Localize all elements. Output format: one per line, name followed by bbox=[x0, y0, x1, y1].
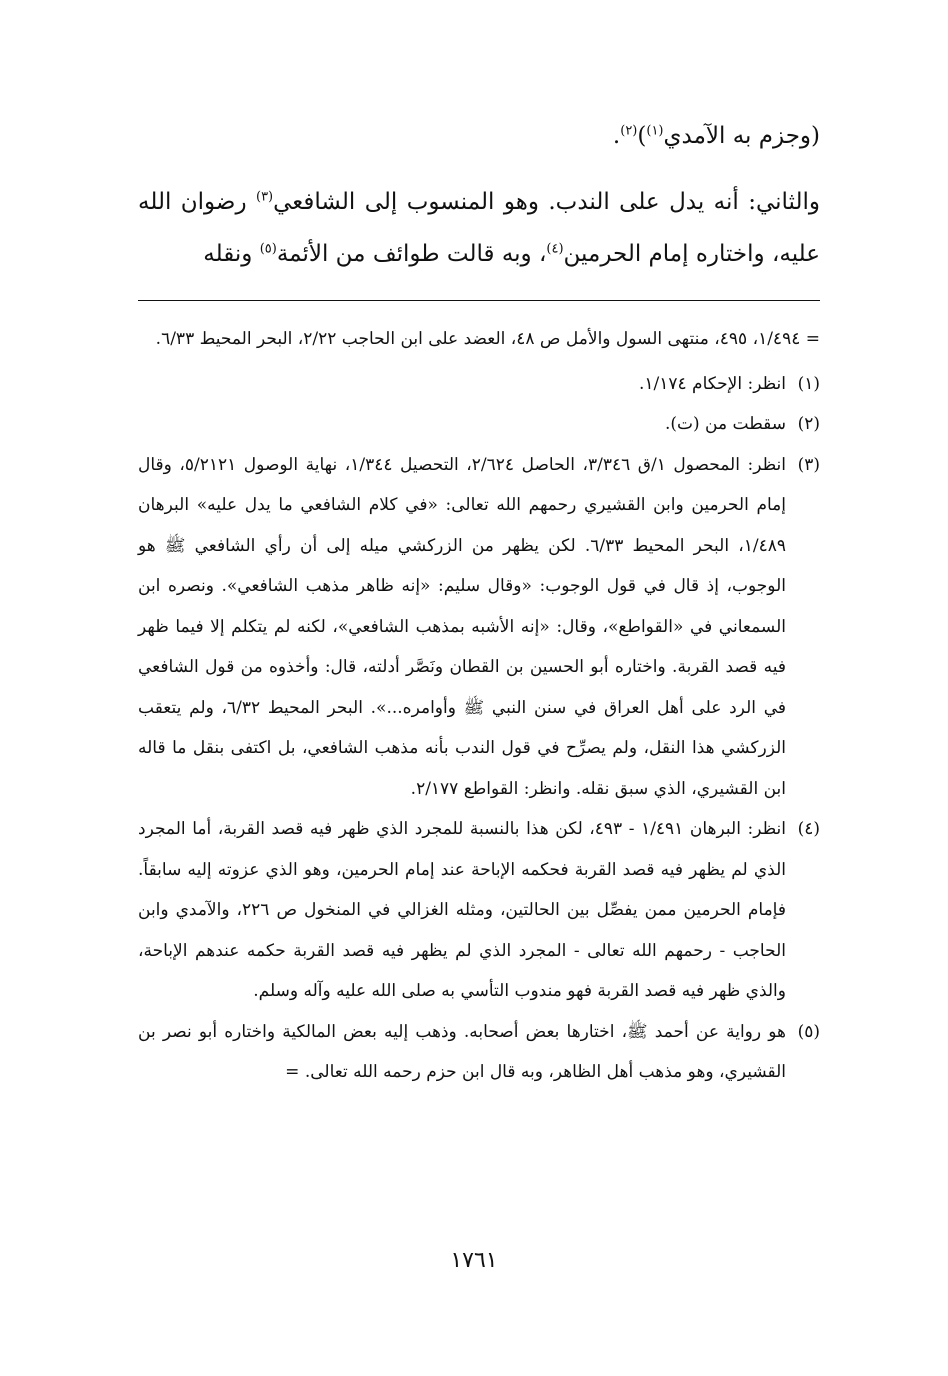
footnote-number: (١) bbox=[797, 373, 820, 394]
footnote-ref-3: (٣) bbox=[255, 189, 274, 205]
footnote-text: سقطت من (ت). bbox=[664, 414, 786, 434]
page-body bbox=[138, 110, 820, 1093]
footnote-text: هو رواية عن أحمد ﷺ، اختارها بعض أصحابه. وذهب إليه بعض المالكية واختاره أبو نصر بن القشيري، وهو مذهب أهل الظاهر، وبه قال ابن حزم رحمه الله تعالى. = bbox=[138, 1021, 786, 1082]
main-text-segment: (وجزم به الآمدي bbox=[663, 123, 820, 149]
footnote-1 bbox=[138, 364, 820, 405]
footnote-ref-2: (٢) bbox=[620, 123, 638, 139]
footnote-3 bbox=[138, 445, 820, 810]
footnote-5 bbox=[138, 1012, 820, 1093]
footnote-text: انظر: المحصول ١/ق ٣/٣٤٦، الحاصل ٢/٦٢٤، التحصيل ١/٣٤٤، نهاية الوصول ٥/٢١٢١، وقال إمام الحرمين وابن القشيري رحمهم الله تعالى: «في كلام الشافعي ما يدل عليه» البرهان ١/٤٨٩، البحر المحيط ٦/٣٣. لكن يظهر من الزركشي ميله إلى أن رأي الشافعي ﷺ هو الوجوب، إذ قال في قول الوجوب: «وقال سليم: «إنه ظاهر مذهب الشافعي». ونصره ابن السمعاني في «القواطع»، وقال: «إنه الأشبه بمذهب الشافعي»، لكنه لم يتكلم إلا فيما ظهر فيه قصد القربة. واختاره أبو الحسين بن القطان ونَصَّر أدلته، قال: وأخذوه من قول الشافعي في الرد على أهل العراق في سنن النبي ﷺ وأوامره...». البحر المحيط ٦/٣٢، ولم يتعقب الزركشي هذا النقل، ولم يصرِّح في قول الندب بأنه مذهب الشافعي، بل اكتفى بنقل ما قاله ابن القشيري، الذي سبق نقله. وانظر: القواطع ٢/١٧٧. bbox=[138, 454, 786, 799]
footnote-ref-4: (٤) bbox=[546, 241, 564, 257]
footnote-number: (٥) bbox=[797, 1021, 820, 1042]
main-paragraph-2 bbox=[138, 176, 820, 280]
footnote-number: (٤) bbox=[797, 819, 820, 839]
main-line-1 bbox=[138, 110, 820, 162]
main-text-segment: ، وبه قالت طوائف من الأئمة bbox=[276, 241, 547, 267]
main-text-segment: ) bbox=[637, 123, 647, 149]
footnote-2 bbox=[138, 404, 820, 445]
main-text bbox=[138, 110, 820, 280]
footnote-ref-1: (١) bbox=[646, 123, 664, 139]
footnote-number: (٣) bbox=[797, 454, 820, 475]
footnotes bbox=[138, 319, 820, 1093]
main-text-segment: . bbox=[612, 123, 621, 149]
footnote-separator bbox=[138, 300, 820, 301]
page-number: ١٧٦١ bbox=[450, 1248, 498, 1273]
main-text-segment: رضوان الله عليه، واختاره إمام الحرمين bbox=[138, 189, 820, 267]
footnote-number: (٢) bbox=[797, 414, 820, 434]
main-text-segment: ونقله bbox=[203, 241, 260, 267]
footnote-text: انظر: الإحكام ١/١٧٤. bbox=[638, 373, 786, 394]
main-text-segment: والثاني: أنه يدل على الندب. وهو المنسوب إلى الشافعي bbox=[273, 189, 820, 215]
footnote-continuation: = ١/٤٩٤، ٤٩٥، منتهى السول والأمل ص ٤٨، العضد على ابن الحاجب ٢/٢٢، البحر المحيط ٦/٣٣. bbox=[155, 329, 820, 349]
footnote-4 bbox=[138, 809, 820, 1012]
footnote-text: انظر: البرهان ١/٤٩١ - ٤٩٣، لكن هذا بالنسبة للمجرد الذي ظهر فيه قصد القربة، أما المجرد الذي لم يظهر فيه قصد القربة فحكمه الإباحة عند إمام الحرمين، وهو الذي عزوته إليه سابقاً. فإمام الحرمين ممن يفصِّل بين الحالتين، ومثله الغزالي في المنخول ص ٢٢٦، والآمدي وابن الحاجب - رحمهم الله تعالى - المجرد الذي لم يظهر فيه قصد القربة حكمه عندهم الإباحة، والذي ظهر فيه قصد القربة فهو مندوب التأسي به صلى الله عليه وآله وسلم. bbox=[138, 819, 786, 1001]
footnote-ref-5: (٥) bbox=[259, 241, 277, 257]
